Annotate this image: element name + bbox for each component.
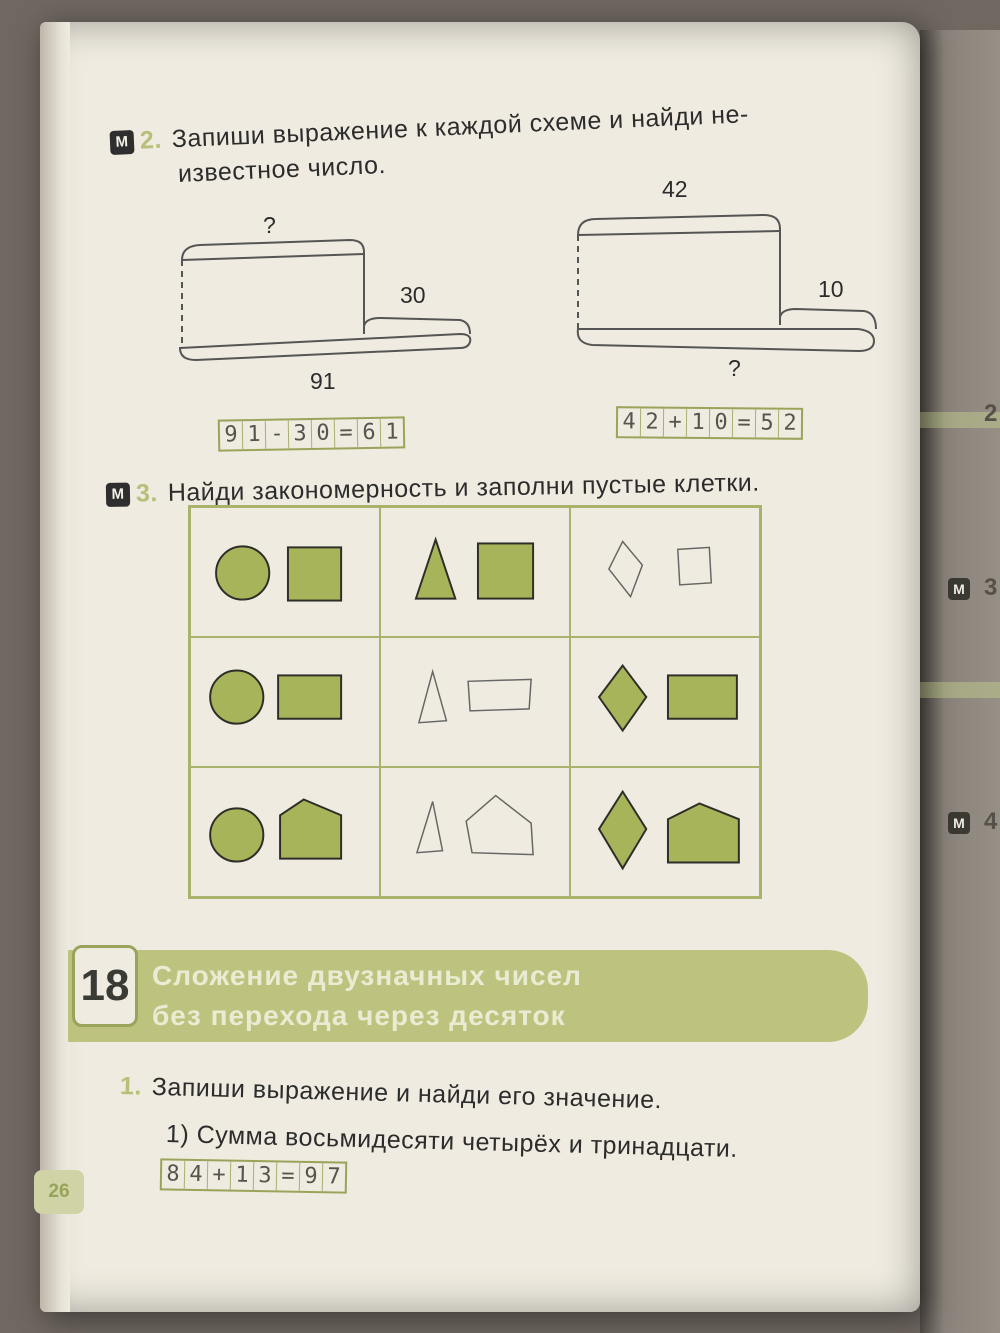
grid-cell (190, 767, 380, 897)
answer-cell: 8 (166, 1161, 180, 1187)
diamond-rectangle-shapes (571, 638, 759, 766)
answer-cell: = (334, 419, 357, 447)
answer-cell: 7 (322, 1163, 345, 1191)
answer-cell: 3 (288, 420, 311, 448)
pattern-grid (188, 505, 762, 899)
answer-cell: + (663, 409, 686, 437)
answer-cell: 6 (357, 419, 380, 447)
answer-cell: 4 (184, 1161, 207, 1189)
answer-cell: 1 (380, 418, 403, 446)
scheme-1-bottom-label: 91 (310, 368, 336, 394)
facing-page-number: 4 (984, 808, 998, 835)
lesson-title-line: Сложение двузначных чисел (152, 960, 582, 991)
answer-cell: 0 (311, 420, 334, 448)
answer-cell: 9 (224, 422, 238, 448)
task-text: Запиши выражение к каждой схеме и найди не- (171, 100, 750, 154)
task-1-answer[interactable] (160, 1158, 348, 1193)
answer-cell: 1 (230, 1162, 253, 1190)
m-icon: М (110, 130, 135, 155)
grid-cell[interactable] (380, 767, 570, 897)
scheme-1-diagram (170, 230, 480, 370)
answer-cell: 3 (253, 1162, 276, 1190)
m-icon: М (948, 578, 970, 600)
scheme-1-side-label: 30 (400, 282, 426, 308)
m-icon: М (106, 483, 130, 507)
task-text: Запиши выражение и найди его значение. (151, 1072, 663, 1115)
diamond-pentagon-shapes (571, 768, 759, 896)
answer-cell: 0 (709, 409, 732, 437)
facing-page-number: 2 (984, 400, 998, 427)
grid-cell[interactable] (570, 507, 760, 637)
scheme-2-top-label: 42 (662, 176, 688, 202)
lesson-title (152, 956, 582, 1036)
answer-cell: 9 (299, 1163, 322, 1191)
grid-cell (570, 637, 760, 767)
circle-rectangle-shapes (191, 638, 379, 766)
page-number: 26 (34, 1170, 84, 1214)
scheme-2-bottom-label: ? (728, 355, 741, 381)
facing-page-number: 3 (984, 574, 998, 601)
triangle-square-shapes (381, 508, 569, 636)
answer-cell: 2 (778, 410, 801, 438)
task-number: 1. (119, 1072, 143, 1101)
lesson-title-line: без перехода через десяток (152, 1000, 566, 1031)
grid-cell (190, 507, 380, 637)
answer-cell: 5 (755, 409, 778, 437)
task-number: 2. (139, 125, 163, 155)
task-2-heading-cont: известное число. (177, 150, 387, 188)
circle-pentagon-shapes (191, 768, 379, 896)
answer-cell: = (276, 1162, 299, 1190)
answer-cell: 4 (622, 409, 636, 435)
hand-drawn-triangle-pentagon (381, 768, 569, 896)
answer-cell: - (265, 420, 288, 448)
scheme-1-answer[interactable] (218, 416, 406, 451)
page-spine (40, 22, 70, 1312)
grid-cell (190, 637, 380, 767)
grid-cell (380, 507, 570, 637)
scheme-1-top-label: ? (263, 212, 276, 238)
scheme-2-side-label: 10 (818, 276, 844, 302)
facing-page-band (920, 682, 1000, 698)
answer-cell: 1 (242, 421, 265, 449)
answer-cell: + (207, 1161, 230, 1189)
answer-cell: 1 (686, 409, 709, 437)
hand-drawn-triangle-rectangle (381, 638, 569, 766)
scheme-2-answer[interactable] (616, 406, 803, 440)
hand-drawn-diamond-square (571, 508, 759, 636)
answer-cell: = (732, 409, 755, 437)
grid-cell (570, 767, 760, 897)
circle-square-shapes (191, 508, 379, 636)
lesson-number: 18 (72, 945, 138, 1027)
task-text: Найди закономерность и заполни пустые клетки. (167, 468, 760, 507)
answer-cell: 2 (640, 408, 663, 436)
task-1-subitem: 1) Сумма восьмидесяти четырёх и тринадцати. (165, 1120, 739, 1163)
task-number: 3. (135, 479, 159, 508)
m-icon: М (948, 812, 970, 834)
grid-cell[interactable] (380, 637, 570, 767)
